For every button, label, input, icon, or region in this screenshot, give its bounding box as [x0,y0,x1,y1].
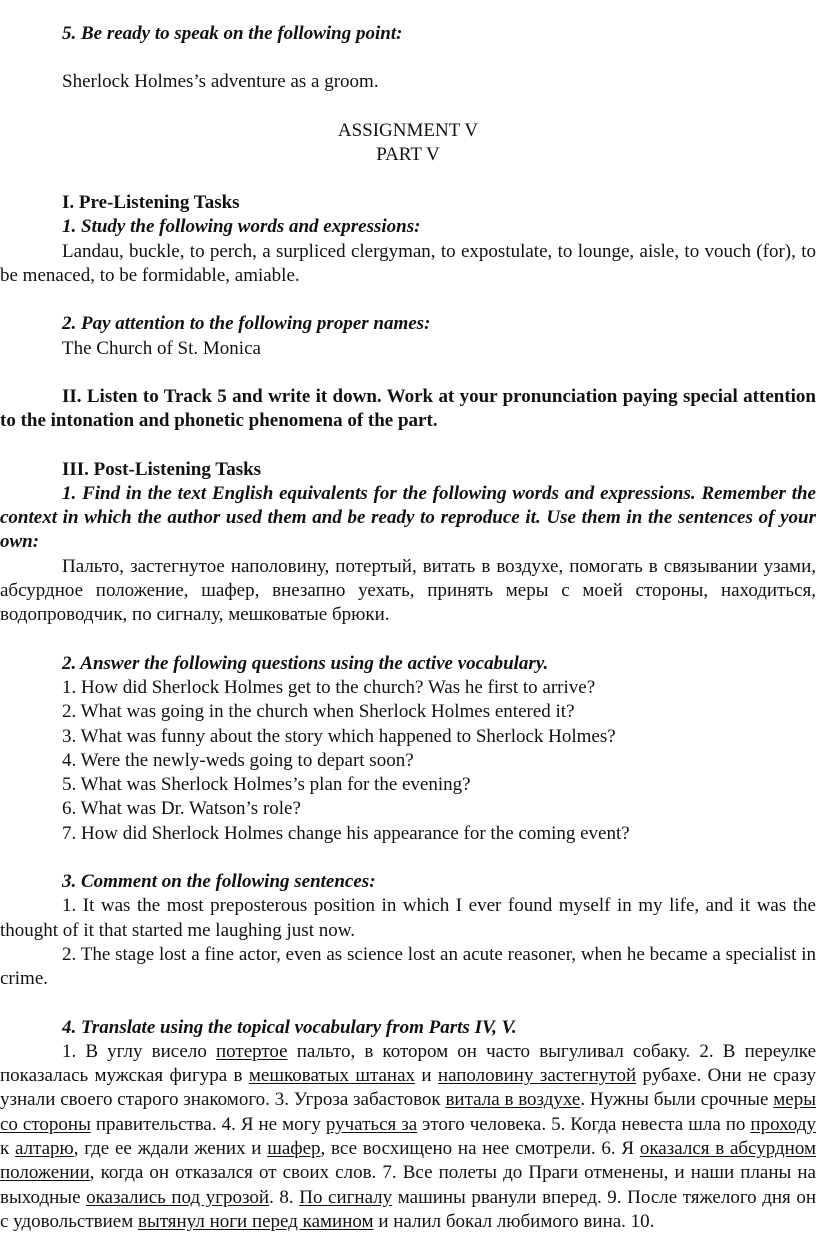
translation-text: и налил бокал любимого вина. 10. [373,1210,655,1232]
translation-text: пальто, в котором он часто выгуливал собаку. 2. В переулке показалась мужская фигура в [0,1040,816,1087]
translation-text: машины рванули вперед. 9. После тяжелого дня он с удовольствием [0,1186,816,1232]
vocab-highlight: шафер [267,1137,321,1159]
pre-task2-heading: 2. Pay attention to the following proper names: [62,313,431,335]
pre-task1-heading: 1. Study the following words and expressions: [62,216,421,238]
translation-text: , где ее ждали жених и [73,1137,268,1159]
translation-text: . 8. [269,1186,300,1208]
document-page [0,22,816,1234]
question-item: 7. How did Sherlock Holmes change his appearance for the coming event? [62,822,630,844]
section5-point: Sherlock Holmes’s adventure as a groom. [62,71,379,93]
spacer [0,846,816,870]
spacer [0,628,816,652]
translation-text: , все восхищено на нее смотрели. 6. Я [320,1137,640,1159]
translation-text: и [415,1065,438,1087]
sentence-item: 1. It was the most preposterous position in which I ever found myself in my life, and it was the thought of it that started me laughing just now. [0,895,816,941]
listening-heading: II. Listen to Track 5 and write it down. Work at your pronunciation paying special attention to the intonation and phonetic phenomena of the part. [0,385,816,432]
translation-text: , когда он отказался от своих слов. 7. Все полеты до Праги отменены, и наши планы на выходные [0,1162,816,1208]
translation-text: рубахе. Они не сразу узнали своего старого знакомого. 3. Угроза забастовок [0,1065,816,1111]
pre-listening-heading: I. Pre-Listening Tasks [62,192,240,214]
vocab-highlight: наполовину застегнутой [437,1065,637,1087]
question-item: 5. What was Sherlock Holmes’s plan for the evening? [62,774,471,796]
translation-text: к [0,1137,15,1159]
vocab-highlight: оказался в абсурдном положении [0,1137,816,1184]
post-task1-heading: 1. Find in the text English equivalents for the following words and expressions. Remember the context in which the author used them and be ready to reproduce it. Use them in the sentences of your own: [0,482,816,553]
vocab-highlight: меры со стороны [0,1089,816,1135]
vocab-highlight: вытянул ноги перед камином [137,1210,374,1232]
spacer [0,361,816,385]
translation-text: этого человека. 5. Когда невеста шла по [417,1113,751,1135]
translation-text: . Нужны были срочные [580,1089,774,1111]
assignment-title: ASSIGNMENT V [337,119,479,141]
questions-list [0,676,816,846]
post-task3-heading: 3. Comment on the following sentences: [62,871,376,893]
pre-task2-text: The Church of St. Monica [62,337,261,359]
post-task4-heading: 4. Translate using the topical vocabulary from Parts IV, V. [62,1016,517,1038]
question-item: 1. How did Sherlock Holmes get to the church? Was he first to arrive? [62,676,596,698]
sentence-item: 2. The stage lost a fine actor, even as science lost an acute reasoner, when he became a specialist in crime. [0,943,816,990]
question-item: 6. What was Dr. Watson’s role? [62,798,301,820]
spacer [0,434,816,458]
question-item: 4. Were the newly-weds going to depart soon? [62,749,414,771]
pre-task1-text: Landau, buckle, to perch, a surpliced clergyman, to expostulate, to lounge, aisle, to vouch (for), to be menaced, to be formidable, amiable. [0,240,816,287]
vocab-highlight: ручаться за [325,1113,418,1135]
post-listening-heading: III. Post-Listening Tasks [62,458,262,480]
vocab-highlight: проходу [750,1113,816,1135]
spacer [0,46,816,70]
spacer [0,95,816,119]
vocab-highlight: По сигналу [299,1186,393,1208]
vocab-highlight: мешковатых штанах [248,1065,416,1087]
translation-text: 1. В углу висело [62,1040,216,1062]
vocab-highlight: алтарю [15,1137,74,1159]
translation-paragraph [0,1040,816,1234]
post-task2-heading: 2. Answer the following questions using the active vocabulary. [62,652,549,674]
post-task1-text: Пальто, застегнутое наполовину, потертый, витать в воздухе, помогать в связывании узами, абсурдное положение, шафер, внезапно уехать, принять меры с моей стороны, находиться, водопроводчик, по сигналу, мешковатые брюки. [0,555,816,626]
spacer [0,992,816,1016]
translation-text: правительства. 4. Я не могу [90,1113,326,1135]
vocab-highlight: потертое [215,1040,288,1062]
spacer [0,288,816,312]
assignment-part: PART V [376,143,440,165]
vocab-highlight: витала в воздухе [445,1089,581,1111]
vocab-highlight: оказались под угрозой [86,1186,270,1208]
section5-heading: 5. Be ready to speak on the following point: [62,23,403,44]
question-item: 2. What was going in the church when Sherlock Holmes entered it? [62,701,575,723]
question-item: 3. What was funny about the story which happened to Sherlock Holmes? [62,725,616,747]
spacer [0,167,816,191]
